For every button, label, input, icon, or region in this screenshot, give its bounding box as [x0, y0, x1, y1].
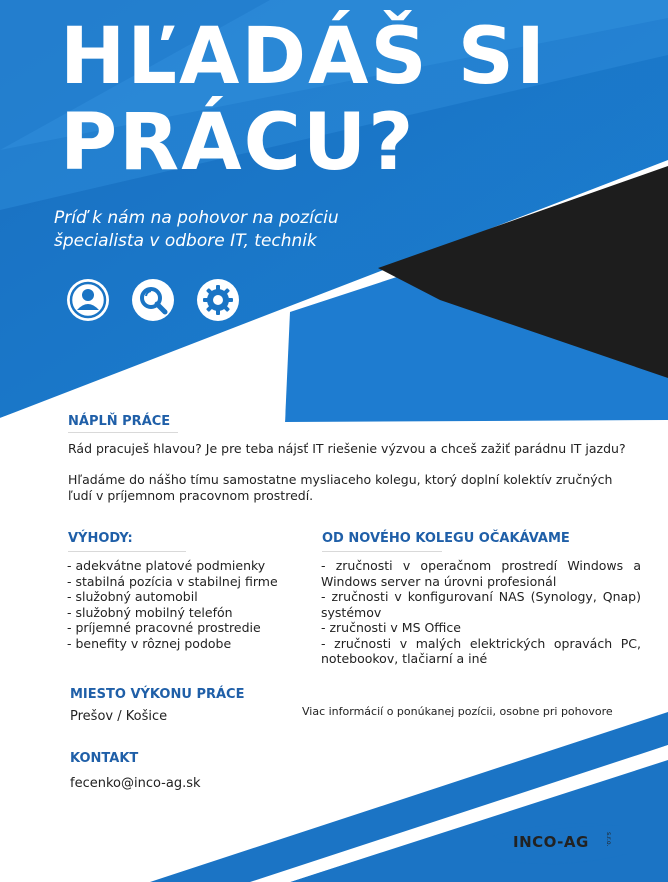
contact-title: KONTAKT: [70, 751, 139, 766]
subtitle-line-1: Príď k nám na pohovor na pozíciu: [54, 208, 339, 228]
job-description-paragraph-2: Hľadáme do nášho tímu samostatne mysliaceho kolegu, ktorý doplní kolektív zručných ľudí v príjemnom pracovnom prostredí.: [68, 472, 613, 503]
contact-email[interactable]: fecenko@inco-ag.sk: [70, 776, 201, 791]
benefit-item: - adekvátne platové podmienky: [67, 558, 266, 573]
location-title: MIESTO VÝKONU PRÁCE: [70, 687, 245, 702]
benefit-item: - služobný mobilný telefón: [67, 604, 233, 620]
subtitle-line-2: špecialista v odbore IT, technik: [54, 231, 317, 251]
search-icon: [132, 279, 174, 321]
requirements-title: OD NOVÉHO KOLEGU OČAKÁVAME: [322, 531, 570, 546]
more-info-note: Viac informácií o ponúkanej pozícii, osobne pri pohovore: [302, 705, 613, 718]
logo-text: INCO-AG: [513, 833, 589, 851]
requirement-item: - zručnosti v operačnom prostredí Windows a Windows server na úrovni profesionál: [321, 558, 641, 589]
headline-line-2: PRÁCU?: [60, 98, 416, 188]
requirement-item: - zručnosti v konfigurovaní NAS (Synology, Qnap) systémov: [321, 589, 641, 620]
headline-line-1: HĽADÁŠ SI: [60, 12, 547, 102]
benefits-divider: [68, 551, 186, 552]
logo-small-text: s.r.o.: [605, 832, 612, 847]
benefits-list: [67, 558, 307, 651]
requirements-list: [321, 558, 641, 667]
requirement-item: - zručnosti v MS Office: [321, 620, 461, 635]
benefit-item: - stabilná pozícia v stabilnej firme: [67, 573, 278, 589]
job-description-title: NÁPLŇ PRÁCE: [68, 414, 171, 429]
requirement-item: - zručnosti v malých elektrických opravách PC, notebookov, tlačiarní a iné: [321, 635, 641, 666]
job-description-divider: [68, 432, 178, 433]
job-description-paragraph-1: Rád pracuješ hlavou? Je pre teba nájsť IT riešenie výzvou a chceš zažiť parádnu IT jazdu?: [68, 441, 626, 456]
requirements-divider: [322, 551, 442, 552]
company-logo: [487, 818, 637, 874]
benefits-title: VÝHODY:: [68, 531, 133, 546]
location-value: Prešov / Košice: [70, 709, 168, 724]
benefit-item: - príjemné pracovné prostredie: [67, 620, 261, 635]
gear-icon: [197, 279, 239, 321]
benefit-item: - benefity v rôznej podobe: [67, 635, 232, 651]
person-icon: [67, 279, 109, 321]
benefit-item: - služobný automobil: [67, 589, 198, 604]
